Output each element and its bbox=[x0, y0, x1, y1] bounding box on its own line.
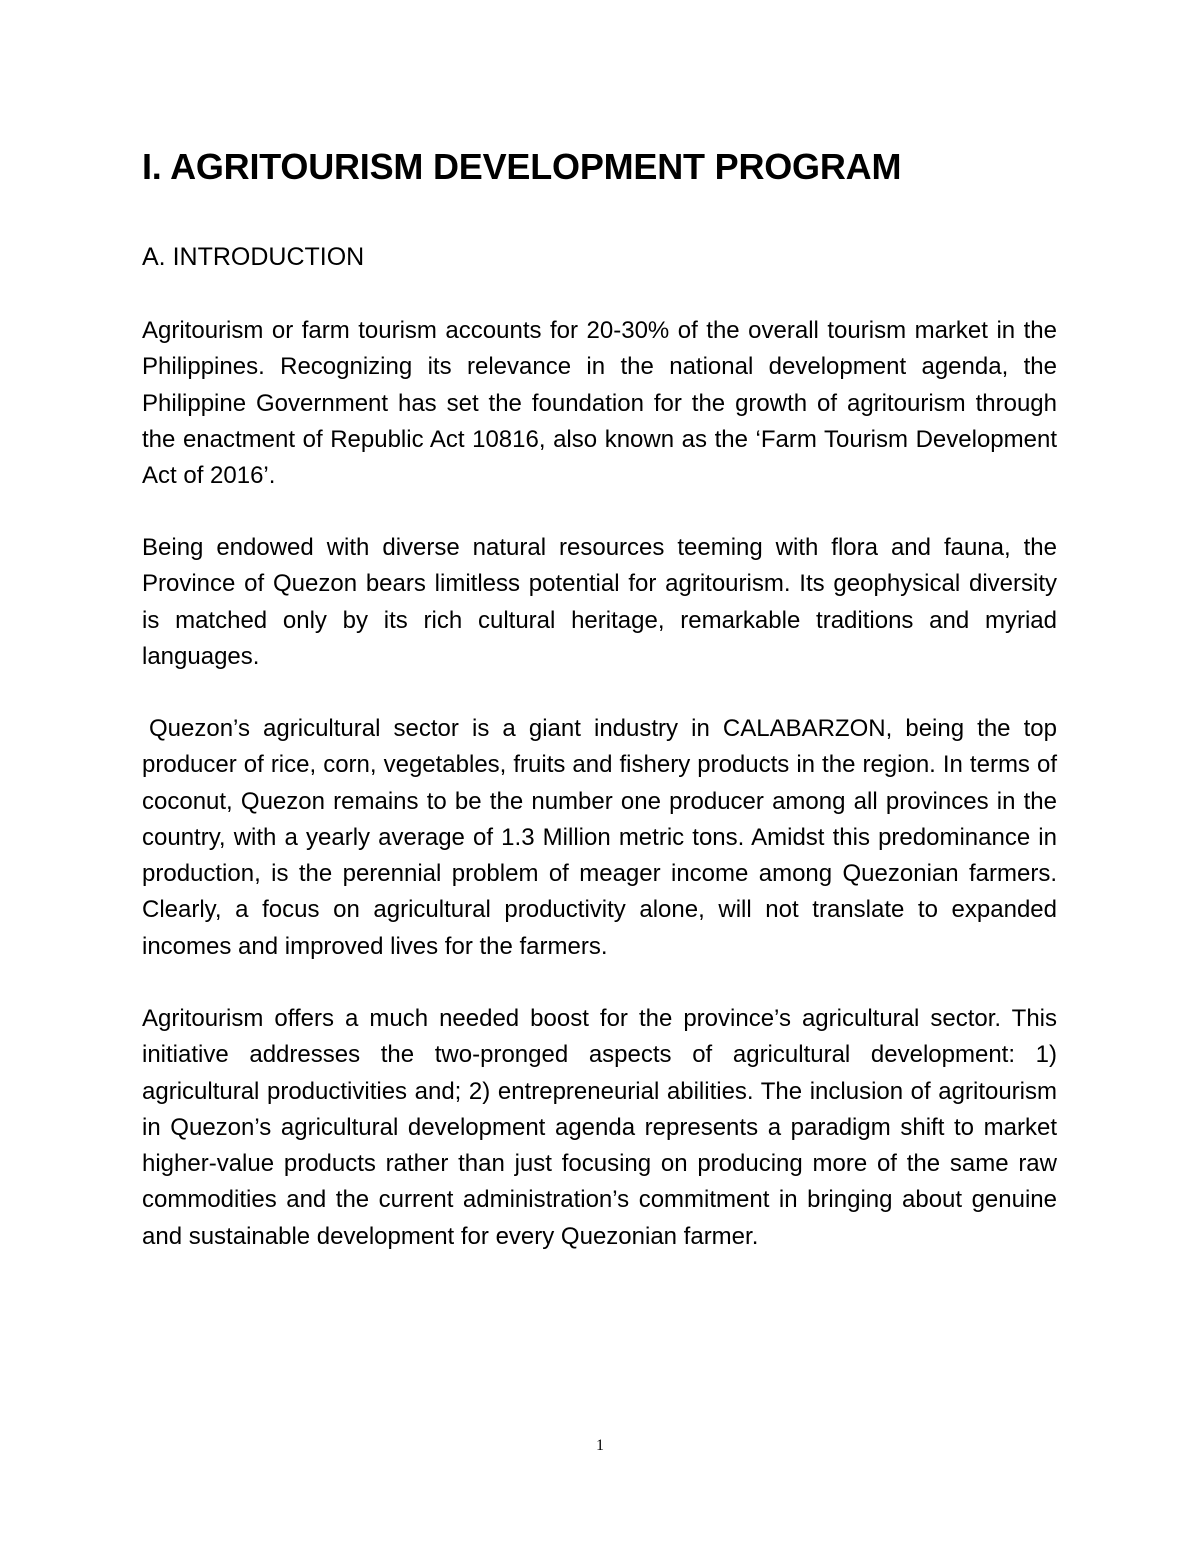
page-number: 1 bbox=[596, 1437, 604, 1454]
document-title: I. AGRITOURISM DEVELOPMENT PROGRAM bbox=[142, 146, 902, 187]
paragraph-agricultural-sector: Quezon’s agricultural sector is a giant industry in CALABARZON, being the top producer of rice, corn, vegetables, fruits and fishery products in the region. In terms of coconut, Quezon remains to be the number one producer among all provinces in the country, with a yearly average of 1.3 Million metric tons. Amidst this predominance in production, is the perennial problem of meager income among Quezonian farmers. Clearly, a focus on agricultural productivity alone, will not translate to expanded incomes and improved lives for the farmers. bbox=[142, 715, 1057, 960]
paragraph-agritourism-boost: Agritourism offers a much needed boost for the province’s agricultural sector. This initiative addresses the two-pronged aspects of agricultural development: 1) agricultural productivities and; 2) entrepreneurial abilities. The inclusion of agritourism in Quezon’s agricultural development agenda represents a paradigm shift to market higher-value products rather than just focusing on producing more of the same raw commodities and the current administration’s commitment in bringing about genuine and sustainable development for every Quezonian farmer. bbox=[142, 1005, 1057, 1250]
paragraph-intro: Agritourism or farm tourism accounts for 20-30% of the overall tourism market in the Philippines. Recognizing its relevance in the national development agenda, the Philippine Government has set the foundation for the growth of agritourism through the enactment of Republic Act 10816, also known as the ‘Farm Tourism Development Act of 2016’. bbox=[142, 317, 1057, 490]
paragraph-quezon-potential: Being endowed with diverse natural resources teeming with flora and fauna, the Province of Quezon bears limitless potential for agritourism. Its geophysical diversity is matched only by its rich cultural heritage, remarkable traditions and myriad languages. bbox=[142, 534, 1057, 670]
section-heading: A. INTRODUCTION bbox=[142, 243, 365, 271]
